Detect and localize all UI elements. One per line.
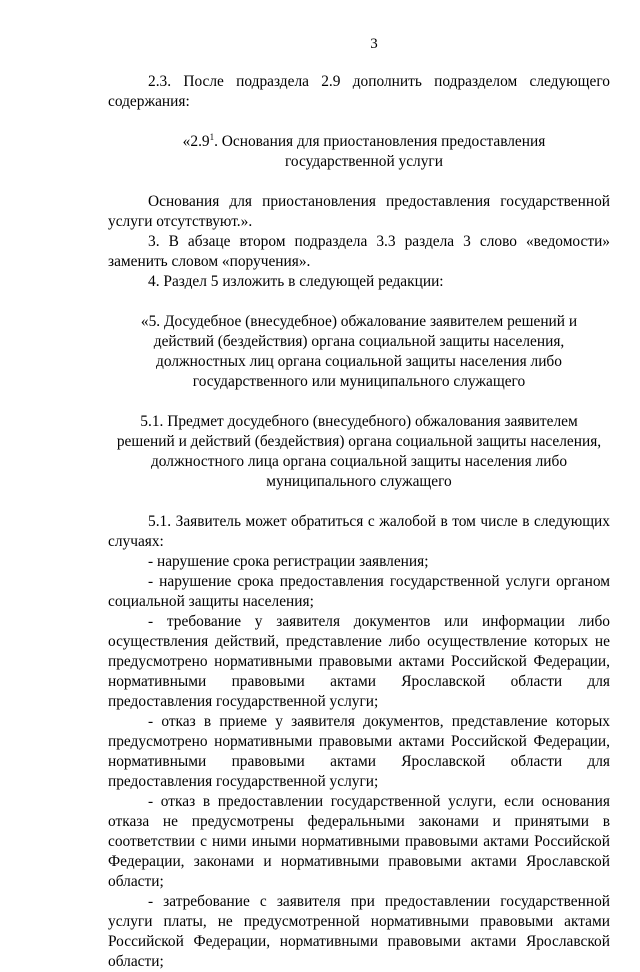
paragraph-5-1: 5.1. Заявитель может обратиться с жалобой в том числе в следующих случаях: (108, 513, 610, 550)
list-item: - отказ в предоставлении государственной услуги, если основания отказа не предусмотрены федеральными законами и принятыми в соответствии с ними иными нормативными правовыми актами Российской Федерации, законами и нормативными правовыми актами Ярославской области; (108, 793, 610, 890)
paragraph-4: 4. Раздел 5 изложить в следующей редакции: (148, 273, 444, 290)
heading-2-9-1-prefix: «2.9 (182, 133, 210, 150)
heading-2-9-1 (108, 132, 610, 172)
heading-2-9-1-text: . Основания для приостановления предоставления государственной услуги (214, 133, 546, 170)
page-number: 3 (370, 36, 378, 52)
list-item: - отказ в приеме у заявителя документов, представление которых предусмотрено нормативными правовыми актами Российской Федерации, нормативными правовыми актами Ярославской области для предоставления государственной услуги; (108, 713, 610, 790)
list-item: - затребование с заявителя при предоставлении государственной услуги платы, не предусмотренной нормативными правовыми актами Российской Федерации, нормативными правовыми актами Ярославской области; (108, 893, 610, 970)
heading-2-9-1-superscript: 1 (209, 132, 215, 142)
list-item: - требование у заявителя документов или информации либо осуществления действий, представление либо осуществление которых не предусмотрено нормативными правовыми актами Российской Федерации, нормативными правовыми актами Ярославской области для предоставления государственной услуги; (108, 613, 610, 710)
document-page (108, 34, 610, 972)
list-item: - нарушение срока регистрации заявления; (148, 553, 429, 570)
paragraph-2-3: 2.3. После подраздела 2.9 дополнить подразделом следующего содержания: (108, 73, 610, 110)
paragraph-grounds: Основания для приостановления предоставления государственной услуги отсутствуют.». (108, 193, 610, 230)
heading-5-1: 5.1. Предмет досудебного (внесудебного) обжалования заявителем решений и действий (бездействия) органа социальной защиты населения, должностного лица органа социальной защиты населения либо муниципального служащего (116, 413, 602, 490)
heading-section-5: «5. Досудебное (внесудебное) обжалование заявителем решений и действий (бездействия) органа социальной защиты населения, должностных лиц органа социальной защиты населения либо государственного или муниципального служащего (140, 313, 578, 390)
paragraph-3: 3. В абзаце втором подраздела 3.3 раздела 3 слово «ведомости» заменить словом «поручения». (108, 233, 610, 270)
list-item: - нарушение срока предоставления государственной услуги органом социальной защиты населения; (108, 573, 610, 610)
